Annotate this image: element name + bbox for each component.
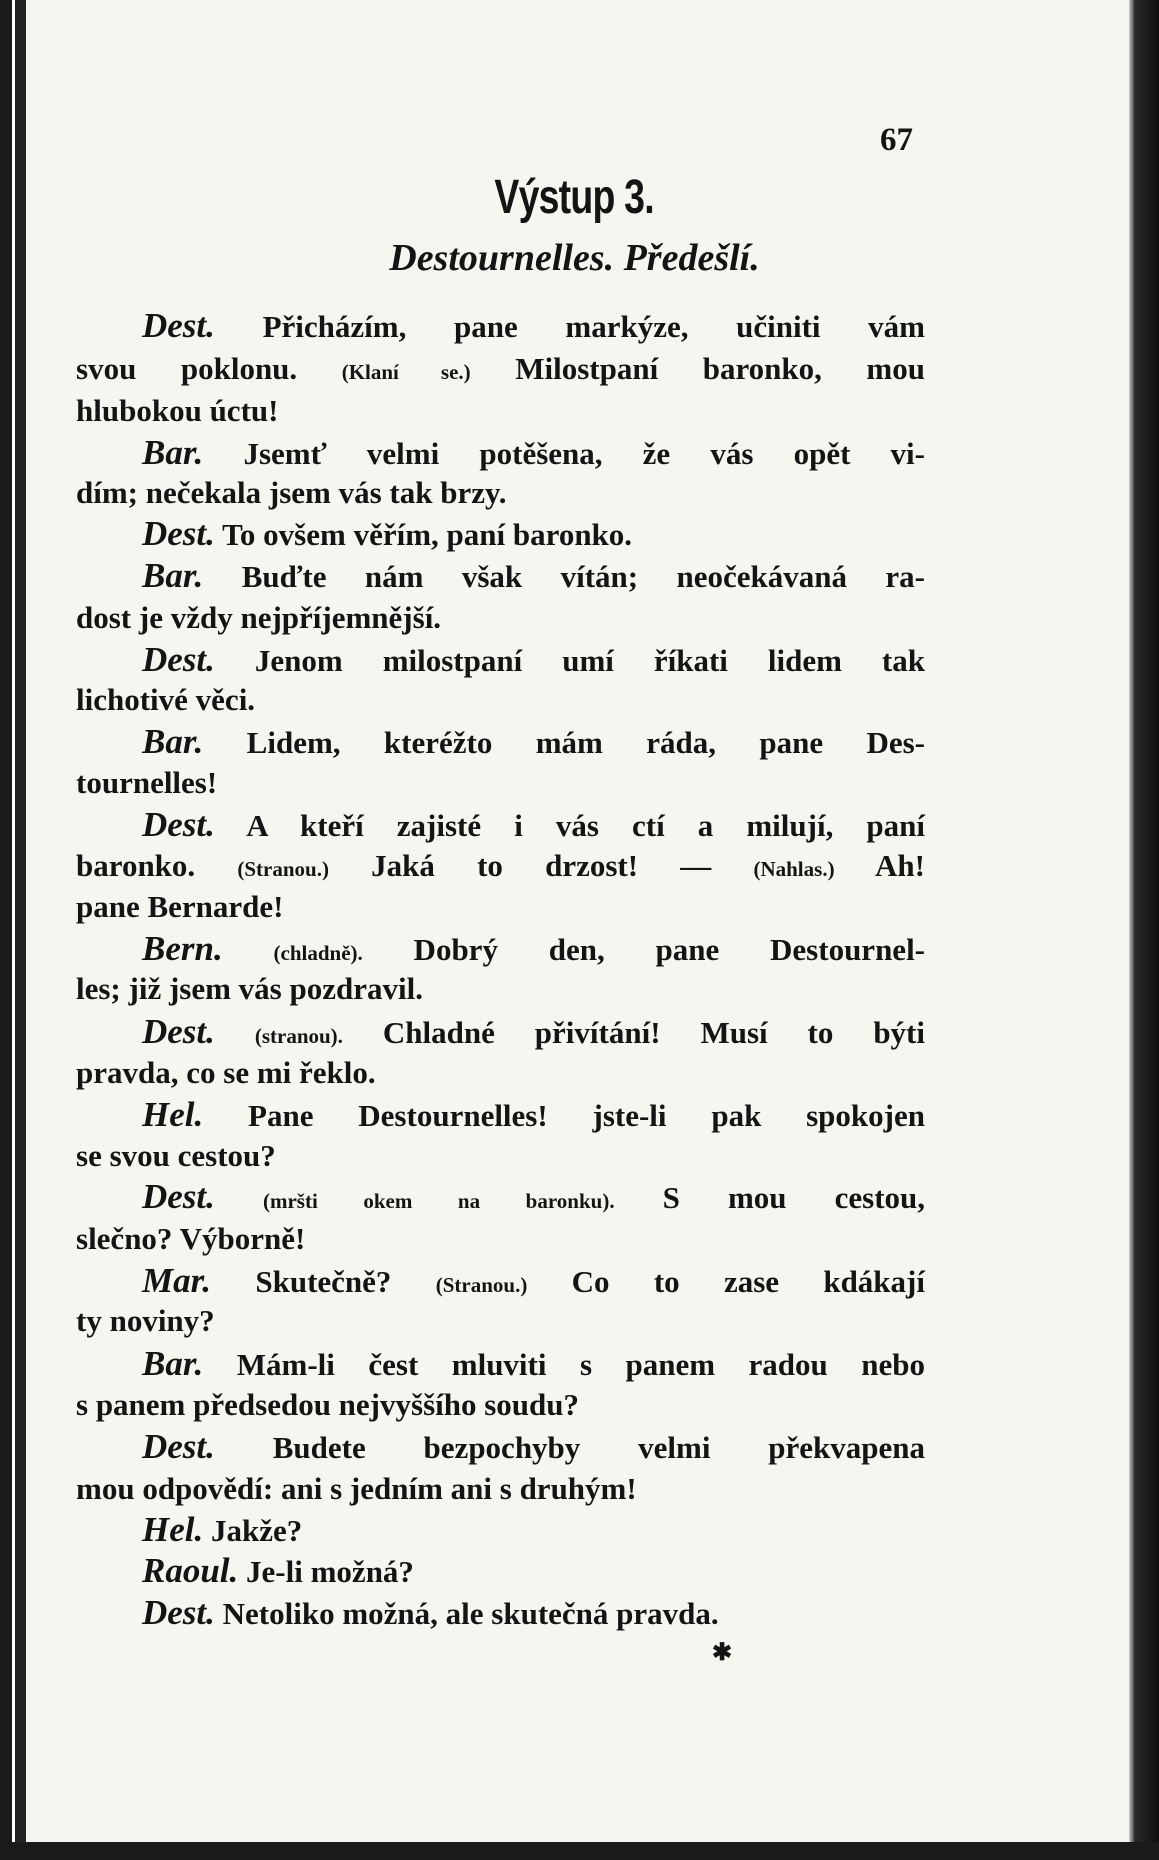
text-line bbox=[76, 1219, 925, 1259]
dialogue-segment bbox=[215, 1180, 263, 1215]
dialogue-segment: dím; nečekala jsem vás tak brzy. bbox=[76, 475, 507, 510]
dialogue-segment: Je-li možná? bbox=[238, 1554, 414, 1589]
dialogue-segment: ty noviny? bbox=[76, 1303, 215, 1338]
text-line bbox=[76, 1551, 925, 1591]
stage-direction: (Stranou.) bbox=[435, 1273, 528, 1297]
text-line bbox=[76, 349, 925, 389]
text-line bbox=[76, 887, 925, 927]
dialogue-segment: pravda, co se mi řeklo. bbox=[76, 1055, 376, 1090]
speaker-name: Bar. bbox=[142, 1344, 204, 1383]
speaker-name: Dest. bbox=[142, 1177, 215, 1216]
speaker-name: Dest. bbox=[142, 1427, 215, 1466]
speaker-name: Bar. bbox=[142, 556, 204, 595]
text-line bbox=[76, 640, 925, 680]
dialogue-segment: Jsemť velmi potěšena, že vás opět vi- bbox=[203, 436, 925, 471]
dialogue-segment: mou odpovědí: ani s jedním ani s druhým! bbox=[76, 1471, 637, 1506]
dialogue-segment: To ovšem věřím, paní baronko. bbox=[214, 517, 633, 552]
text-line bbox=[76, 473, 925, 513]
speaker-name: Hel. bbox=[142, 1510, 204, 1549]
scene-title-text: Výstup 3. bbox=[494, 171, 654, 224]
speaker-name: Hel. bbox=[142, 1095, 204, 1134]
text-line bbox=[76, 1469, 925, 1509]
text-line bbox=[76, 929, 925, 969]
dialogue-segment: baronko. bbox=[76, 848, 238, 883]
text-line bbox=[76, 1593, 925, 1633]
dialogue-segment: lichotivé věci. bbox=[76, 682, 256, 717]
text-line bbox=[76, 1344, 925, 1384]
dialogue-segment: les; již jsem vás pozdravil. bbox=[76, 971, 423, 1006]
text-line bbox=[76, 1427, 925, 1467]
speaker-name: Dest. bbox=[142, 1012, 215, 1051]
text-line bbox=[76, 556, 925, 596]
stage-direction: (Nahlas.) bbox=[753, 857, 835, 881]
scene-title bbox=[122, 170, 1026, 225]
dialogue-segment: Lidem, kteréžto mám ráda, pane Des- bbox=[203, 725, 925, 760]
scene-cast-text: Destournelles. Předešlí. bbox=[389, 237, 760, 279]
text-line bbox=[76, 1261, 925, 1301]
text-line bbox=[76, 1510, 925, 1550]
dialogue-segment bbox=[215, 1015, 255, 1050]
text-line bbox=[76, 969, 925, 1009]
dialogue-segment bbox=[223, 932, 274, 967]
speaker-name: Dest. bbox=[142, 1593, 215, 1632]
dialogue-segment: hlubokou úctu! bbox=[76, 393, 279, 428]
text-line bbox=[76, 1385, 925, 1425]
dialogue-segment: Jaká to drzost! — bbox=[328, 848, 754, 883]
text-line bbox=[76, 1177, 925, 1217]
speaker-name: Dest. bbox=[142, 306, 215, 345]
stage-direction: (stranou). bbox=[254, 1024, 343, 1048]
speaker-name: Dest. bbox=[142, 640, 215, 679]
dialogue-segment: Skutečně? bbox=[211, 1264, 436, 1299]
dialogue-segment: Buďte nám však vítán; neočekávaná ra- bbox=[203, 559, 925, 594]
dialogue-segment: tournelles! bbox=[76, 765, 218, 800]
dialogue-segment: dost je vždy nejpříjemnější. bbox=[76, 600, 442, 635]
dialogue-segment: Co to zase kdákají bbox=[527, 1264, 925, 1299]
dialogue-segment: Jakže? bbox=[203, 1513, 303, 1548]
text-line bbox=[76, 763, 925, 803]
page-number: 67 bbox=[880, 122, 913, 158]
dialogue-segment: Netoliko možná, ale skutečná pravda. bbox=[214, 1596, 719, 1631]
speaker-name: Mar. bbox=[142, 1261, 212, 1300]
text-line bbox=[76, 1012, 925, 1052]
stage-direction: (chladně). bbox=[273, 941, 363, 965]
stage-direction: (Klaní se.) bbox=[341, 360, 471, 384]
text-line bbox=[76, 514, 925, 554]
scan-bottom-border bbox=[0, 1842, 1159, 1860]
text-line bbox=[76, 306, 925, 346]
dialogue-segment: pane Bernarde! bbox=[76, 889, 284, 924]
stage-direction: (Stranou.) bbox=[237, 857, 329, 881]
text-line bbox=[76, 1095, 925, 1135]
scene-cast bbox=[0, 236, 1159, 280]
text-line bbox=[76, 1053, 925, 1093]
dialogue-segment: s panem předsedou nejvyššího soudu? bbox=[76, 1387, 580, 1422]
text-line bbox=[76, 433, 925, 473]
text-line bbox=[76, 805, 925, 845]
text-line bbox=[76, 1136, 925, 1176]
speaker-name: Bar. bbox=[142, 433, 204, 472]
text-line bbox=[76, 598, 925, 638]
ornament-asterisk: ✱ bbox=[712, 1640, 733, 1666]
dialogue-segment: Milostpaní baronko, mou bbox=[470, 351, 925, 386]
dialogue-segment: Ah! bbox=[834, 848, 925, 883]
speaker-name: Dest. bbox=[142, 805, 215, 844]
speaker-name: Bar. bbox=[142, 722, 204, 761]
stage-direction: (mršti okem na baronku). bbox=[262, 1189, 615, 1213]
text-line bbox=[76, 391, 925, 431]
dialogue-segment: Budete bezpochyby velmi překvapena bbox=[214, 1430, 925, 1465]
speaker-name: Raoul. bbox=[142, 1551, 239, 1590]
dialogue-segment: Mám-li čest mluviti s panem radou nebo bbox=[203, 1347, 925, 1382]
speaker-name: Bern. bbox=[142, 929, 223, 968]
dialogue-segment: Jenom milostpaní umí říkati lidem tak bbox=[214, 643, 925, 678]
text-line bbox=[76, 722, 925, 762]
dialogue-segment: Pane Destournelles! jste-li pak spokojen bbox=[203, 1098, 925, 1133]
text-line bbox=[76, 846, 925, 886]
dialogue-segment: Dobrý den, pane Destournel- bbox=[362, 932, 926, 967]
speaker-name: Dest. bbox=[142, 514, 215, 553]
dialogue-segment: svou poklonu. bbox=[76, 351, 342, 386]
dialogue-segment: Chladné přivítání! Musí to býti bbox=[342, 1015, 925, 1050]
dialogue-segment: S mou cestou, bbox=[614, 1180, 926, 1215]
dialogue-segment: Přicházím, pane markýze, učiniti vám bbox=[214, 309, 925, 344]
text-line bbox=[76, 1301, 925, 1341]
dialogue-segment: slečno? Výborně! bbox=[76, 1221, 306, 1256]
text-line bbox=[76, 680, 925, 720]
dialogue-segment: A kteří zajisté i vás ctí a milují, paní bbox=[214, 808, 925, 843]
dialogue-segment: se svou cestou? bbox=[76, 1138, 276, 1173]
